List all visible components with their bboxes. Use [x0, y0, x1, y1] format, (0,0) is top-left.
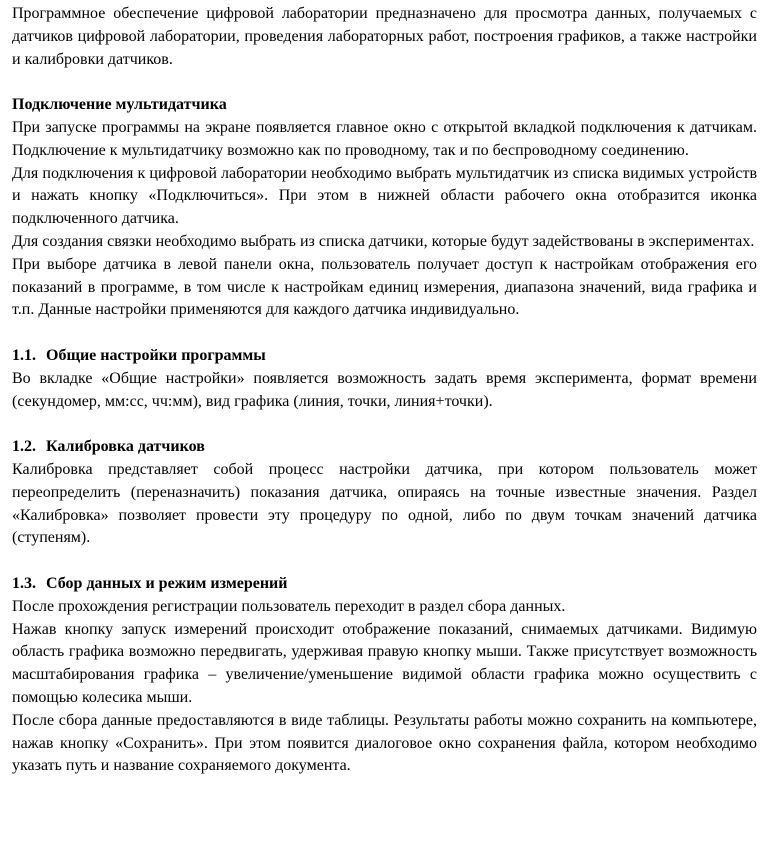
paragraph: Для подключения к цифровой лаборатории необходимо выбрать мультидатчик из списка видимых устройств и нажать кнопку «Подключиться». При этом в нижней области рабочего окна отобразится иконка подключенного датчика.: [12, 164, 757, 228]
paragraph: Нажав кнопку запуск измерений происходит отображение показаний, снимаемых датчиками. Видимую область графика возможно передвигать, удерживая правую кнопку мыши. Также присутствует возможность масштабирования графика – увеличение/уменьшение видимой области графика можно осуществить с помощью колесика мыши.: [12, 620, 757, 706]
section-number: 1.1.: [12, 346, 36, 364]
section-title: Калибровка датчиков: [46, 438, 205, 456]
section-heading-connection: Подключение мультидатчика: [12, 96, 227, 114]
paragraph: После сбора данные предоставляются в виде таблицы. Результаты работы можно сохранить на компьютере, нажав кнопку «Сохранить». При этом появится диалоговое окно сохранения файла, котором необходимо указать путь и название сохраняемого документа.: [12, 711, 757, 775]
blank-line: [12, 413, 757, 436]
section-number: 1.3.: [12, 574, 36, 592]
blank-line: [12, 550, 757, 573]
section-title: Сбор данных и режим измерений: [46, 574, 288, 592]
section-heading-general-settings: [12, 345, 757, 368]
section-title: Общие настройки программы: [46, 346, 266, 364]
intro-paragraph: Программное обеспечение цифровой лаборатории предназначено для просмотра данных, получаемых с датчиков цифровой лаборатории, проведения лабораторных работ, построения графиков, а также настройки и калибровки датчиков.: [12, 5, 757, 68]
blank-line: [12, 71, 757, 94]
section-number: 1.2.: [12, 438, 36, 456]
paragraph: Во вкладке «Общие настройки» появляется возможность задать время эксперимента, формат времени (секундомер, мм:сс, чч:мм), вид графика (линия, точки, линия+точки).: [12, 369, 757, 410]
blank-line: [12, 322, 757, 345]
paragraph: При выборе датчика в левой панели окна, пользователь получает доступ к настройкам отображения его показаний в программе, в том числе к настройкам единиц измерения, диапазона значений, вида графика и т.п. Данные настройки применяются для каждого датчика индивидуально.: [12, 255, 757, 319]
section-heading-calibration: [12, 436, 757, 459]
paragraph: При запуске программы на экране появляется главное окно с открытой вкладкой подключения к датчикам. Подключение к мультидатчику возможно как по проводному, так и по беспроводному соединению.: [12, 118, 757, 159]
section-heading-data-collection: [12, 573, 757, 596]
paragraph: Для создания связки необходимо выбрать из списка датчики, которые будут задействованы в экспериментах.: [12, 232, 755, 250]
paragraph: Калибровка представляет собой процесс настройки датчика, при котором пользователь может переопределить (переназначить) показания датчика, опираясь на точные известные значения. Раздел «Калибровка» позволяет провести эту процедуру по одной, либо по двум точкам значений датчика (ступеням).: [12, 460, 757, 547]
paragraph: После прохождения регистрации пользователь переходит в раздел сбора данных.: [12, 597, 566, 615]
